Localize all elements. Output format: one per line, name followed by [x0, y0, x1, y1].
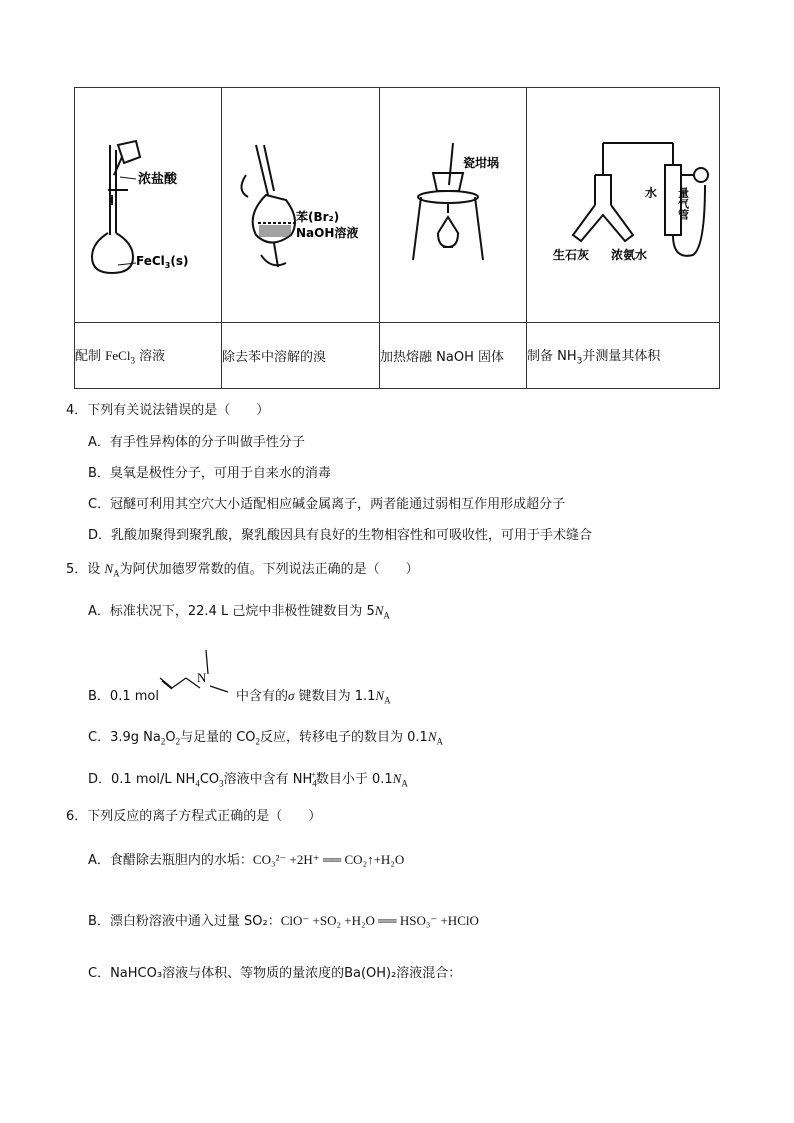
label-gas-tube: 量气管 [676, 186, 690, 220]
experiment-table [74, 87, 720, 389]
caption-prepare-fecl3: 配制 FeCl$_3$ 溶液 [75, 322, 222, 388]
q4-option-b: B．臭氧是极性分子，可用于自来水的消毒 [88, 466, 331, 481]
dmf-structure-diagram [150, 636, 240, 706]
q6-stem: 6．下列反应的离子方程式正确的是（ ） [66, 809, 322, 824]
label-ammonia: 浓氨水 [611, 247, 648, 262]
figure-cell-crucible [380, 88, 527, 323]
nitrogen-atom-icon: N [197, 670, 207, 685]
figure-cell-nh3 [527, 88, 720, 323]
nh3-apparatus-diagram [533, 135, 713, 275]
caption-prepare-nh3: 制备 $NH_3$并测量其体积 [527, 322, 720, 388]
label-acid: 浓盐酸 [138, 171, 178, 187]
q4-option-a: A．有手性异构体的分子叫做手性分子 [88, 435, 305, 450]
q6-option-c: C．NaHCO₃溶液与体积、等物质的量浓度的Ba(OH)₂溶液混合： [88, 966, 462, 981]
label-water: 水 [645, 185, 658, 200]
svg-text:FeCl3(s): FeCl$_3$(s) [136, 253, 189, 270]
q5-option-d: D．0.1 mol/L $NH_4CO_3$溶液中含有 $NH_4^+$数目小于 $0.1N_A$ [88, 769, 408, 789]
crucible-diagram [383, 135, 523, 275]
q5-stem: 5．设 $N_A$为阿伏加德罗常数的值。下列说法正确的是（ ） [66, 561, 419, 579]
caption-remove-bromine: 除去苯中溶解的溴 [222, 322, 380, 388]
label-crucible: 瓷坩埚 [463, 155, 500, 170]
q4-option-d: D．乳酸加聚得到聚乳酸，聚乳酸因具有良好的生物相容性和可吸收性，可用于手术缝合 [88, 528, 593, 543]
q5-option-a: A．标准状况下，22.4 L 己烷中非极性键数目为 $5N_A$ [88, 603, 390, 621]
q6-option-a: A．食醋除去瓶胆内的水垢：CO₃²⁻ +2H⁺ ══ CO₂↑+H₂O [88, 852, 405, 868]
label-lime: 生石灰 [553, 247, 590, 262]
q4-stem: 4．下列有关说法错误的是（ ） [66, 403, 270, 418]
figure-cell-funnel [222, 88, 380, 323]
q6-option-b: B．漂白粉溶液中通入过量 SO₂：ClO⁻ +SO₂ +H₂O ══ HSO₃⁻ +HClO [88, 913, 479, 929]
label-naoh: NaOH溶液 [295, 225, 358, 240]
caption-melt-naoh: 加热熔融 NaOH 固体 [380, 322, 527, 388]
label-solid: FeCl [136, 253, 165, 268]
separatory-funnel-diagram [226, 135, 376, 275]
q5-option-c: C．3.9g $Na_2O_2$与足量的 $CO_2$反应，转移电子的数目为 $0.1N_A$ [88, 729, 443, 747]
q5-option-b-tail: 中含有的σ 键数目为 $1.1N_A$ [236, 688, 391, 706]
volumetric-flask-diagram [78, 135, 218, 275]
q5-option-b: B．0.1 mol [88, 689, 159, 704]
label-benzene: 苯(Br₂) [295, 209, 339, 224]
q4-option-c: C．冠醚可利用其空穴大小适配相应碱金属离子，两者能通过弱相互作用形成超分子 [88, 497, 566, 512]
figure-cell-flask [75, 88, 222, 323]
